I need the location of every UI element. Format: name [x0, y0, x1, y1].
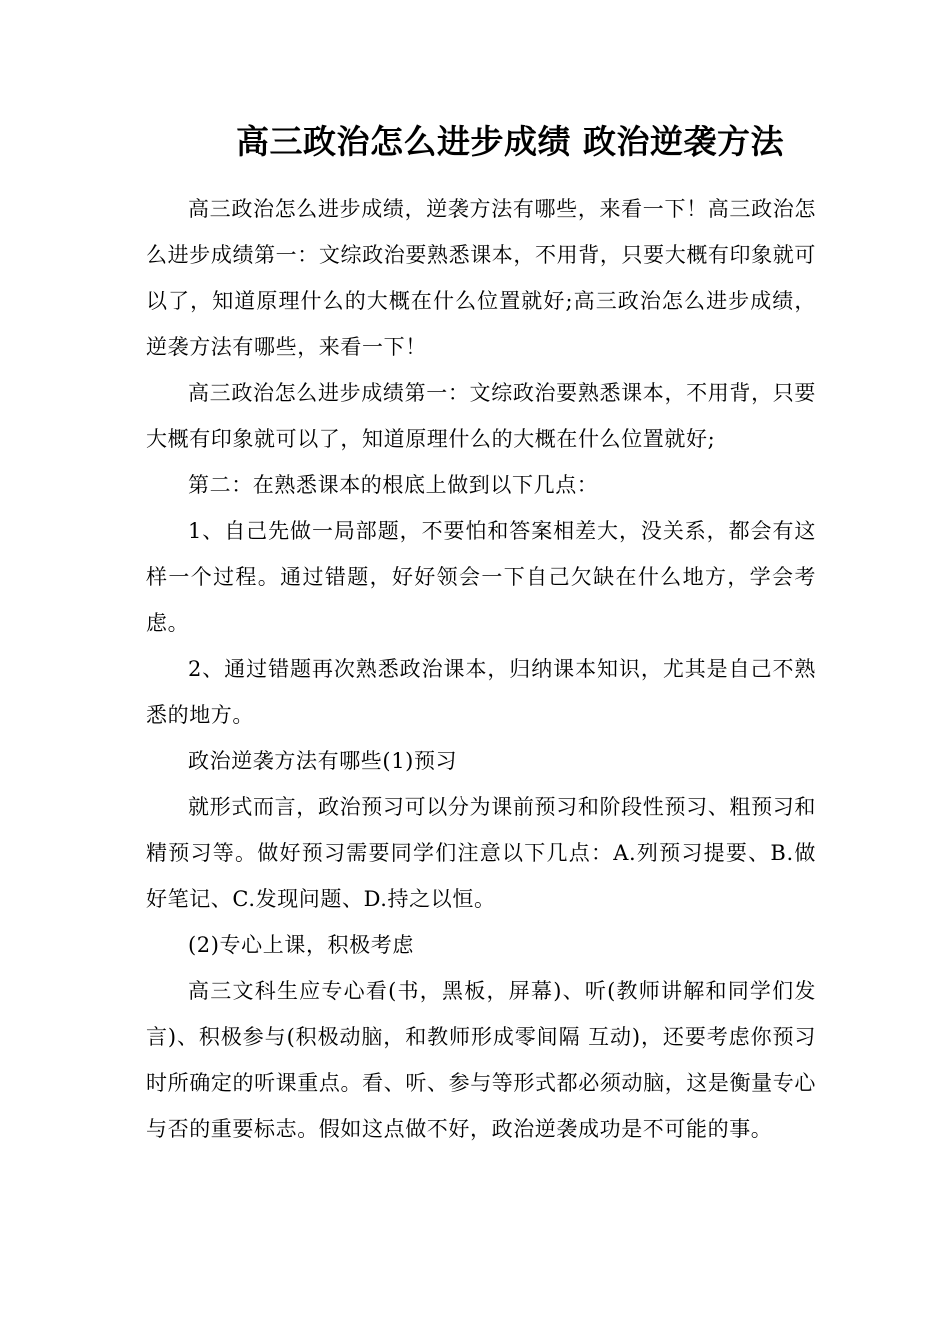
paragraph-point-2: 2、通过错题再次熟悉政治课本，归纳课本知识，尤其是自己不熟悉的地方。 [146, 657, 816, 727]
paragraph-attention: 高三文科生应专心看(书，黑板，屏幕)、听(教师讲解和同学们发言)、积极参与(积极动脑，和教师形成零间隔 互动)，还要考虑你预习时所确定的听课重点。看、听、参与等形式都必须动脑，这是衡量专心与否的重要标志。假如这点做不好，政治逆袭成功是不可能的事。 [146, 979, 816, 1141]
document-body [146, 186, 816, 1152]
document-title: 高三政治怎么进步成绩 政治逆袭方法 [236, 122, 784, 161]
paragraph-intro: 高三政治怎么进步成绩，逆袭方法有哪些，来看一下！高三政治怎么进步成绩第一：文综政治要熟悉课本，不用背，只要大概有印象就可以了，知道原理什么的大概在什么位置就好;高三政治怎么进步成绩，逆袭方法有哪些，来看一下！ [146, 197, 816, 359]
paragraph-second-heading: 第二：在熟悉课本的根底上做到以下几点： [188, 473, 599, 497]
paragraph-point-1: 1、自己先做一局部题，不要怕和答案相差大，没关系，都会有这样一个过程。通过错题，好好领会一下自己欠缺在什么地方，学会考虑。 [146, 519, 816, 635]
paragraph-preview: 就形式而言，政治预习可以分为课前预习和阶段性预习、粗预习和精预习等。做好预习需要同学们注意以下几点：A.列预习提要、B.做好笔记、C.发现问题、D.持之以恒。 [146, 795, 816, 911]
paragraph-first: 高三政治怎么进步成绩第一：文综政治要熟悉课本，不用背，只要大概有印象就可以了，知道原理什么的大概在什么位置就好; [146, 381, 816, 451]
paragraph-method-heading-2: (2)专心上课，积极考虑 [188, 933, 414, 957]
paragraph-method-heading-1: 政治逆袭方法有哪些(1)预习 [188, 749, 458, 773]
